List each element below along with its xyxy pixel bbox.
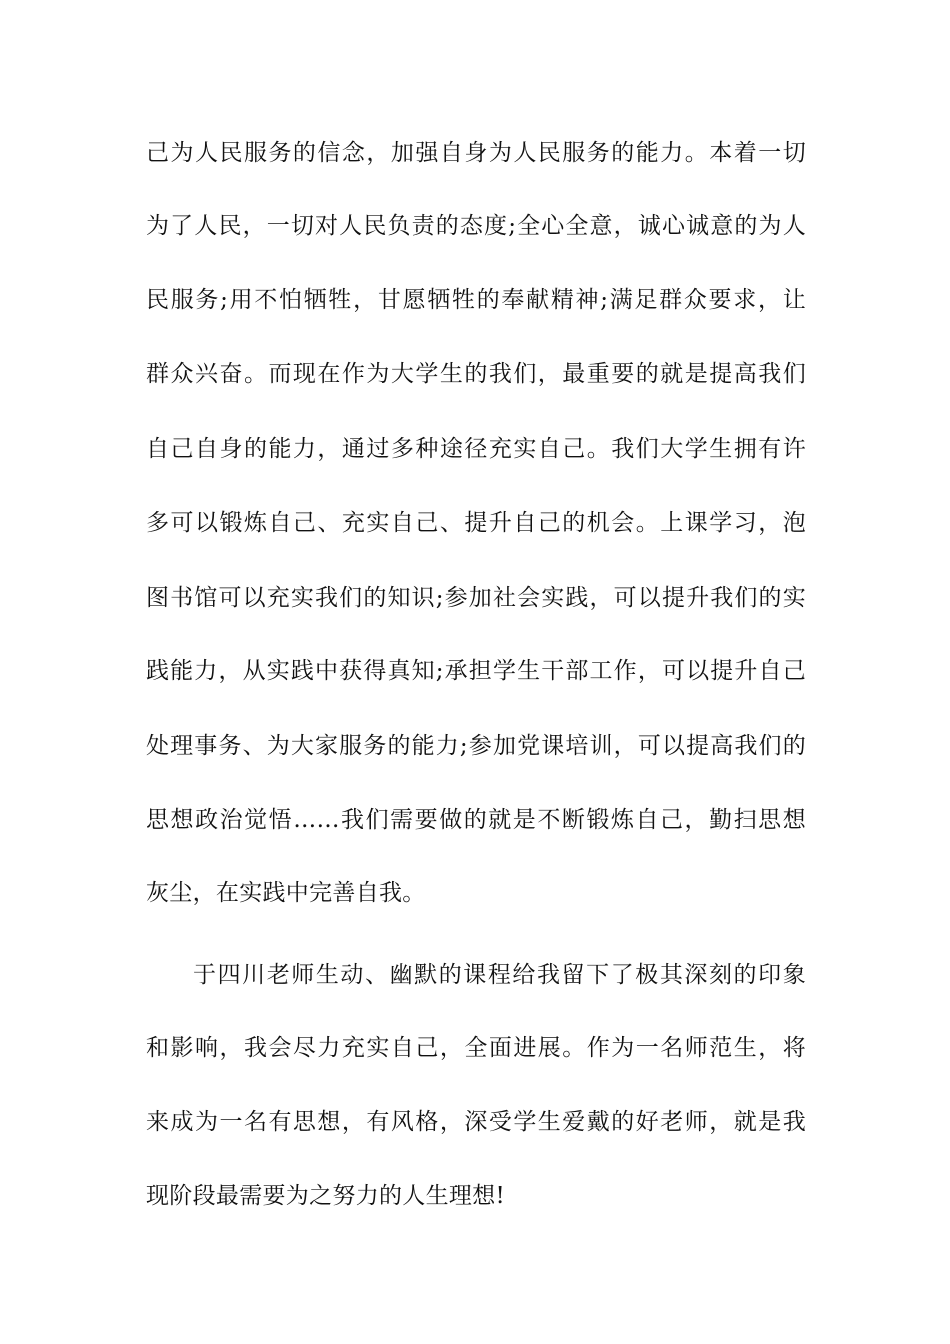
paragraph-end-line: 灰尘，在实践中完善自我。 xyxy=(146,880,426,906)
text-line: 践能力，从实践中获得真知;承担学生干部工作，可以提升自己 xyxy=(146,658,806,684)
text-line: 群众兴奋。而现在作为大学生的我们，最重要的就是提高我们 xyxy=(146,361,806,387)
text-line: 思想政治觉悟……我们需要做的就是不断锻炼自己，勤扫思想 xyxy=(146,807,806,833)
text-line: 自己自身的能力，通过多种途径充实自己。我们大学生拥有许 xyxy=(146,436,806,462)
paragraph-end-line: 现阶段最需要为之努力的人生理想! xyxy=(146,1183,506,1209)
text-line: 民服务;用不怕牺牲，甘愿牺牲的奉献精神;满足群众要求，让 xyxy=(146,287,806,313)
text-line: 来成为一名有思想，有风格，深受学生爱戴的好老师，就是我 xyxy=(146,1109,806,1135)
text-line: 图书馆可以充实我们的知识;参加社会实践，可以提升我们的实 xyxy=(146,585,806,611)
text-line: 处理事务、为大家服务的能力;参加党课培训，可以提高我们的 xyxy=(146,733,806,759)
text-line: 和影响，我会尽力充实自己，全面进展。作为一名师范生，将 xyxy=(146,1035,806,1061)
text-line: 为了人民，一切对人民负责的态度;全心全意，诚心诚意的为人 xyxy=(146,213,806,239)
text-line: 己为人民服务的信念，加强自身为人民服务的能力。本着一切 xyxy=(146,140,806,166)
paragraph-first-line: 于四川老师生动、幽默的课程给我留下了极其深刻的印象 xyxy=(193,962,806,988)
text-line: 多可以锻炼自己、充实自己、提升自己的机会。上课学习，泡 xyxy=(146,510,806,536)
